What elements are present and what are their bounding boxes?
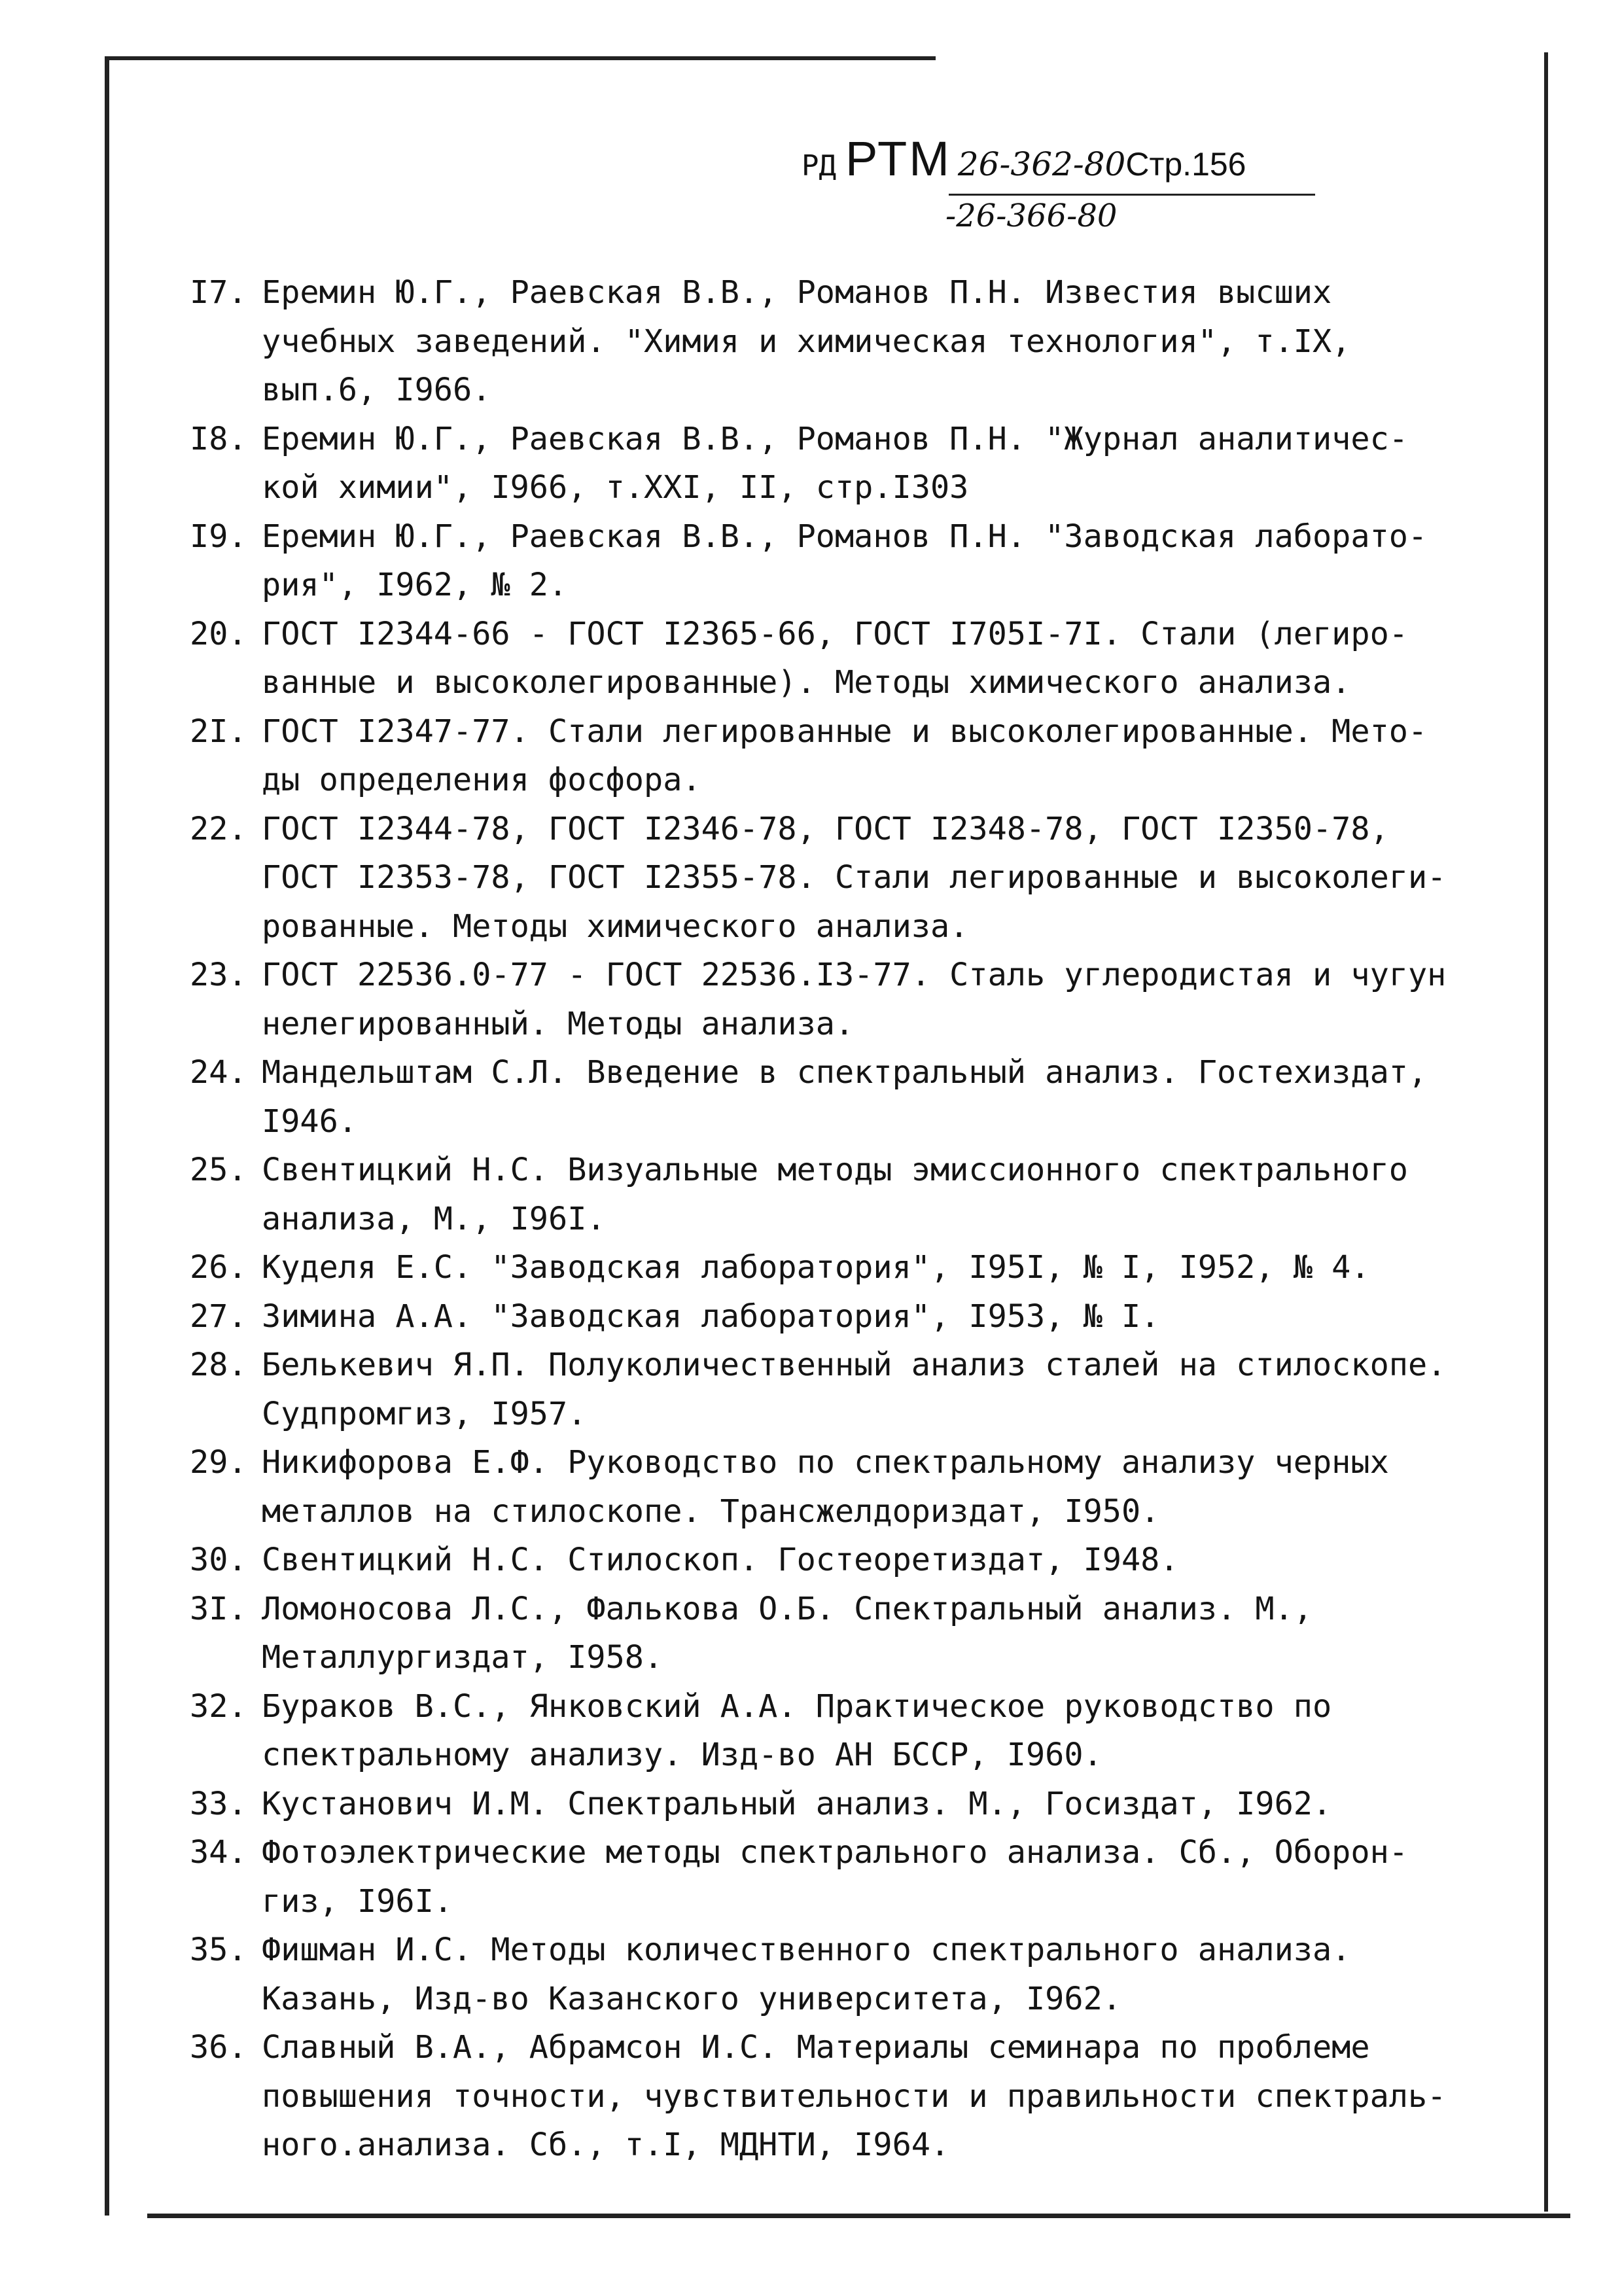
reference-number: I8. (190, 420, 247, 457)
reference-line: Еремин Ю.Г., Раевская В.В., Романов П.Н. "Журнал аналитичес- (262, 420, 1408, 457)
reference-text (262, 1926, 1525, 2023)
reference-line: Зимина А.А. "Заводская лаборатория", I953, № I. (262, 1298, 1160, 1335)
reference-line: ГОСТ I2344-66 - ГОСТ I2365-66, ГОСТ I705I-7I. Стали (легиро- (262, 615, 1408, 652)
reference-number: 2I. (190, 713, 247, 750)
header-number-secondary: -26-366-80 (945, 198, 1118, 234)
reference-line: Мандельштам С.Л. Введение в спектральный анализ. Гостехиздат, (262, 1054, 1428, 1091)
reference-line: нелегированный. Методы анализа. (262, 1005, 855, 1042)
reference-text (262, 268, 1525, 415)
reference-line: ГОСТ I2353-78, ГОСТ I2355-78. Стали легированные и высоколеги- (262, 859, 1447, 896)
reference-line: повышения точности, чувствительности и правильности спектраль- (262, 2077, 1447, 2115)
reference-number: 27. (190, 1298, 247, 1335)
reference-line: ГОСТ 22536.0-77 - ГОСТ 22536.I3-77. Сталь углеродистая и чугун (262, 957, 1447, 993)
reference-line: Еремин Ю.Г., Раевская В.В., Романов П.Н. "Заводская лаборато- (262, 518, 1428, 555)
reference-text (262, 951, 1525, 1048)
reference-item (190, 1341, 1525, 1438)
reference-line: Свентицкий Н.С. Визуальные методы эмиссионного спектрального (262, 1152, 1408, 1188)
reference-number: 26. (190, 1249, 247, 1286)
reference-item (190, 951, 1525, 1048)
reference-item (190, 1243, 1525, 1292)
reference-item (190, 1048, 1525, 1146)
reference-item (190, 1682, 1525, 1780)
reference-number: 24. (190, 1054, 247, 1091)
reference-item (190, 1536, 1525, 1585)
reference-item (190, 610, 1525, 707)
header-number: 26-362-80 (957, 145, 1126, 183)
reference-text (262, 1682, 1525, 1780)
reference-line: Бураков В.С., Янковский А.А. Практическое руководство по (262, 1687, 1332, 1725)
reference-item (190, 415, 1525, 512)
reference-text (262, 707, 1525, 805)
reference-line: Куделя Е.С. "Заводская лаборатория", I95I, № I, I952, № 4. (262, 1249, 1370, 1286)
reference-number: 34. (190, 1834, 247, 1871)
reference-line: Свентицкий Н.С. Стилоскоп. Гостеоретиздат, I948. (262, 1542, 1179, 1578)
reference-line: Металлургиздат, I958. (262, 1639, 663, 1676)
reference-text (262, 415, 1525, 512)
reference-line: Белькевич Я.П. Полуколичественный анализ сталей на стилоскопе. (262, 1347, 1447, 1383)
reference-line: Кустанович И.М. Спектральный анализ. М., Госиздат, I962. (262, 1785, 1332, 1822)
reference-line: ГОСТ I2344-78, ГОСТ I2346-78, ГОСТ I2348-78, ГОСТ I2350-78, (262, 810, 1389, 847)
reference-line: Еремин Ю.Г., Раевская В.В., Романов П.Н. Известия высших (262, 274, 1332, 311)
reference-text (262, 1146, 1525, 1243)
reference-line: рованные. Методы химического анализа. (262, 908, 969, 945)
reference-line: учебных заведений. "Химия и химическая технология", т.IX, (262, 323, 1351, 360)
reference-text (262, 1585, 1525, 1682)
reference-number: 35. (190, 1932, 247, 1968)
reference-number: 3I. (190, 1590, 247, 1627)
reference-line: Никифорова Е.Ф. Руководство по спектральному анализу черных (262, 1444, 1389, 1481)
reference-line: спектральному анализу. Изд-во АН БССР, I960. (262, 1737, 1102, 1773)
reference-line: ды определения фосфора. (262, 762, 701, 798)
reference-text (262, 1341, 1525, 1438)
reference-number: 32. (190, 1687, 247, 1725)
reference-text (262, 1780, 1525, 1829)
reference-line: Фишман И.С. Методы количественного спектрального анализа. (262, 1932, 1351, 1968)
header-page-number: Стр.156 (1125, 146, 1246, 183)
reference-number: 36. (190, 2029, 247, 2066)
reference-line: металлов на стилоскопе. Трансжелдориздат, I950. (262, 1492, 1160, 1530)
reference-item (190, 707, 1525, 805)
reference-item (190, 805, 1525, 951)
reference-line: Ломоносова Л.С., Фалькова О.Б. Спектральный анализ. М., (262, 1590, 1313, 1627)
reference-item (190, 1438, 1525, 1536)
reference-text (262, 805, 1525, 951)
reference-text (262, 1536, 1525, 1585)
reference-item (190, 1146, 1525, 1243)
reference-text (262, 610, 1525, 707)
reference-line: Славный В.А., Абрамсон И.С. Материалы семинара по проблеме (262, 2029, 1370, 2066)
page-frame-bottom (147, 2214, 1570, 2218)
reference-line: вып.6, I966. (262, 372, 491, 408)
reference-line: ванные и высоколегированные). Методы химического анализа. (262, 664, 1351, 701)
page-frame-left (105, 56, 109, 2216)
reference-line: кой химии", I966, т.XXI, II, стр.I303 (262, 469, 969, 506)
reference-item (190, 1292, 1525, 1341)
reference-line: рия", I962, № 2. (262, 567, 568, 603)
reference-text (262, 1292, 1525, 1341)
reference-number: I7. (190, 274, 247, 311)
reference-text (262, 1048, 1525, 1146)
reference-text (262, 512, 1525, 610)
header-underline (949, 194, 1315, 196)
reference-item (190, 1585, 1525, 1682)
header-rd: РД (802, 149, 836, 183)
reference-number: 23. (190, 957, 247, 993)
reference-number: 25. (190, 1152, 247, 1188)
reference-line: I946. (262, 1103, 357, 1140)
reference-item (190, 2023, 1525, 2170)
reference-number: I9. (190, 518, 247, 555)
reference-line: Казань, Изд-во Казанского университета, I962. (262, 1980, 1121, 2017)
reference-item (190, 512, 1525, 610)
reference-text (262, 1828, 1525, 1926)
reference-text (262, 1438, 1525, 1536)
reference-item (190, 1780, 1525, 1829)
reference-number: 30. (190, 1542, 247, 1578)
reference-number: 28. (190, 1347, 247, 1383)
reference-item (190, 1828, 1525, 1926)
page-frame-top (105, 56, 936, 60)
reference-text (262, 2023, 1525, 2170)
reference-list (190, 268, 1525, 2170)
header-rtm: РТМ (845, 132, 951, 186)
reference-item (190, 1926, 1525, 2023)
page-frame-right (1544, 52, 1548, 2212)
reference-line: Фотоэлектрические методы спектрального анализа. Сб., Оборон- (262, 1834, 1408, 1871)
reference-item (190, 268, 1525, 415)
document-header (802, 131, 1246, 190)
reference-line: анализа, М., I96I. (262, 1200, 606, 1237)
reference-number: 29. (190, 1444, 247, 1481)
reference-number: 20. (190, 615, 247, 652)
reference-line: гиз, I96I. (262, 1882, 453, 1920)
reference-line: ного.анализа. Сб., т.I, МДНТИ, I964. (262, 2127, 950, 2163)
reference-number: 22. (190, 810, 247, 847)
reference-number: 33. (190, 1785, 247, 1822)
reference-line: ГОСТ I2347-77. Стали легированные и высоколегированные. Мето- (262, 713, 1428, 750)
reference-line: Судпромгиз, I957. (262, 1395, 587, 1432)
reference-text (262, 1243, 1525, 1292)
